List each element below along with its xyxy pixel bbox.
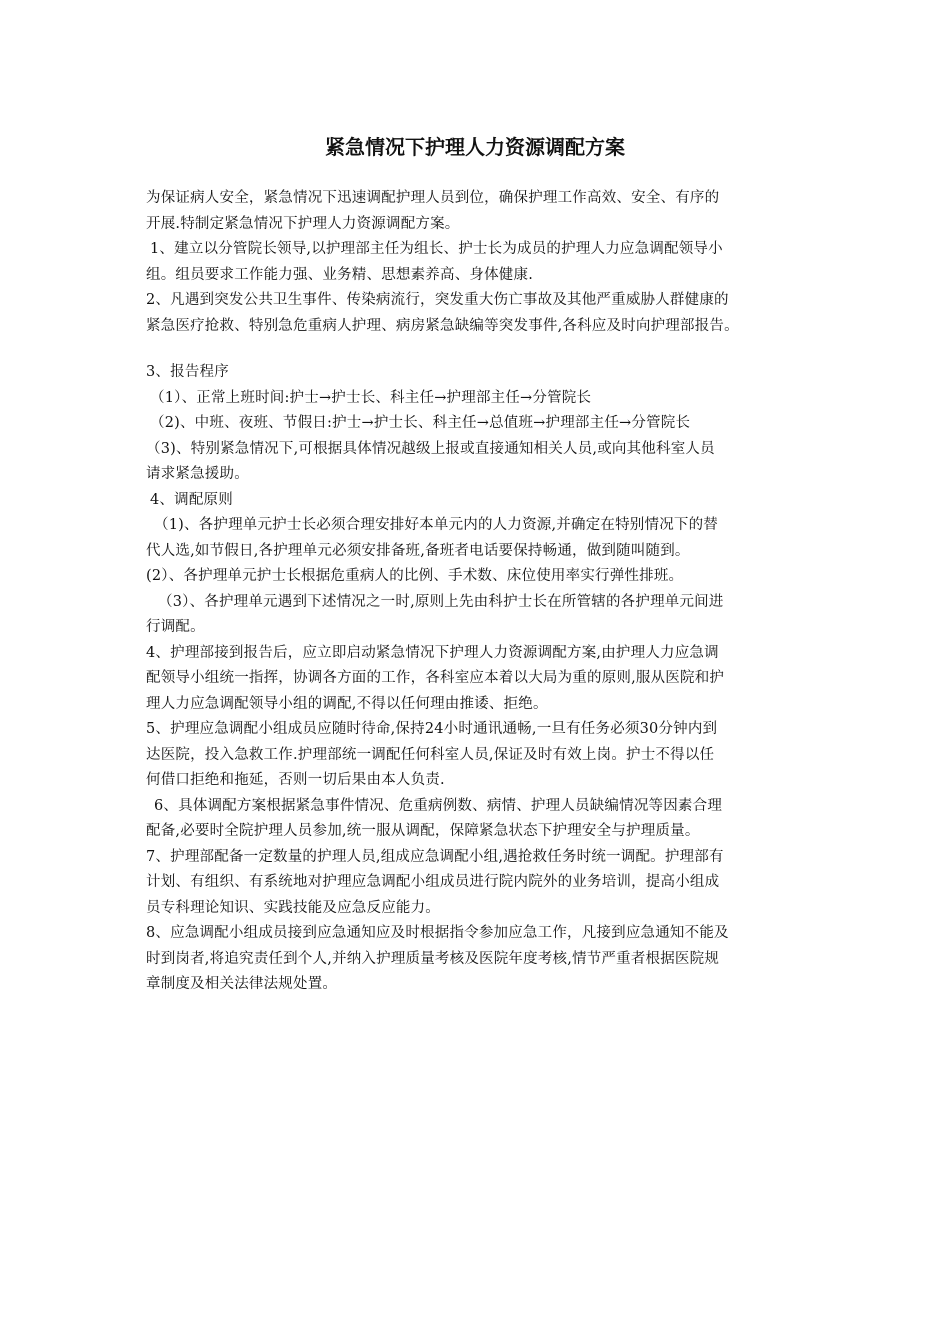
paragraph-line: 行调配。	[146, 619, 205, 635]
paragraph-line: （1）、正常上班时间:护士→护士长、科主任→护理部主任→分管院长	[150, 389, 592, 406]
paragraph-line: 员专科理论知识、实践技能及应急反应能力。	[146, 899, 440, 916]
paragraph-line: 7、护理部配备一定数量的护理人员,组成应急调配小组,遇抢救任务时统一调配。护理部有	[146, 848, 724, 865]
paragraph-line: 开展.特制定紧急情况下护理人力资源调配方案。	[146, 215, 460, 232]
paragraph-line: 6、具体调配方案根据紧急事件情况、危重病例数、病情、护理人员缺编情况等因素合理	[154, 797, 723, 814]
paragraph-line: 5、护理应急调配小组成员应随时待命,保持24小时通讯通畅,一旦有任务必须30分钟内到	[146, 721, 718, 737]
paragraph-gap	[146, 339, 826, 360]
paragraph-line: 理人力应急调配领导小组的调配,不得以任何理由推诿、拒绝。	[146, 695, 548, 712]
paragraph-line: 章制度及相关法律法规处置。	[146, 976, 338, 992]
paragraph-line: 何借口拒绝和拖延，否则一切后果由本人负责.	[146, 772, 445, 788]
paragraph-line: 2、凡遇到突发公共卫生事件、传染病流行，突发重大伤亡事故及其他严重威胁人群健康的	[146, 292, 729, 308]
paragraph-line: 时到岗者,将追究责任到个人,并纳入护理质量考核及医院年度考核,情节严重者根据医院规	[146, 950, 720, 967]
paragraph-line: （2)、中班、夜班、节假日:护士→护士长、科主任→总值班→护理部主任→分管院长	[150, 415, 691, 431]
paragraph-line: 请求紧急援助。	[146, 466, 249, 482]
paragraph-line: 代人选,如节假日,各护理单元必须安排备班,备班者电话要保持畅通，做到随叫随到。	[146, 542, 690, 559]
paragraph-line: 配领导小组统一指挥，协调各方面的工作，各科室应本着以大局为重的原则,服从医院和护	[146, 670, 725, 686]
paragraph-line: 为保证病人安全，紧急情况下迅速调配护理人员到位，确保护理工作高效、安全、有序的	[146, 190, 720, 206]
paragraph-line: 组。组员要求工作能力强、业务精、思想素养高、身体健康.	[146, 266, 534, 283]
paragraph-line: 4、护理部接到报告后，应立即启动紧急情况下护理人力资源调配方案,由护理人力应急调	[146, 644, 719, 661]
paragraph-line: 紧急医疗抢救、特别急危重病人护理、病房紧急缺编等突发事件,各科应及时向护理部报告。	[146, 317, 739, 334]
document-title: 紧急情况下护理人力资源调配方案	[325, 135, 625, 159]
paragraph-line: （1)、各护理单元护士长必须合理安排好本单元内的人力资源,并确定在特别情况下的替	[154, 517, 718, 533]
paragraph-line: （3)、特别紧急情况下,可根据具体情况越级上报或直接通知相关人员,或向其他科室人员	[146, 440, 715, 457]
paragraph-line: 8、应急调配小组成员接到应急通知应及时根据指令参加应急工作，凡接到应急通知不能及	[146, 925, 729, 941]
section-heading: 3、报告程序	[146, 364, 229, 380]
paragraph-line: 达医院，投入急救工作.护理部统一调配任何科室人员,保证及时有效上岗。护士不得以任	[146, 746, 715, 763]
document-body	[146, 186, 826, 998]
paragraph-line: （3）、各护理单元遇到下述情况之一时,原则上先由科护士长在所管辖的各护理单元间进	[158, 593, 724, 610]
paragraph-line: 配备,必要时全院护理人员参加,统一服从调配，保障紧急状态下护理安全与护理质量。	[146, 823, 700, 839]
paragraph-line: (2）、各护理单元护士长根据危重病人的比例、手术数、床位使用率实行弹性排班。	[146, 568, 684, 584]
paragraph-line: 计划、有组织、有系统地对护理应急调配小组成员进行院内院外的业务培训，提高小组成	[146, 874, 720, 890]
paragraph-line: 1、建立以分管院长领导,以护理部主任为组长、护士长为成员的护理人力应急调配领导小	[150, 241, 723, 257]
section-heading: 4、调配原则	[150, 491, 233, 508]
